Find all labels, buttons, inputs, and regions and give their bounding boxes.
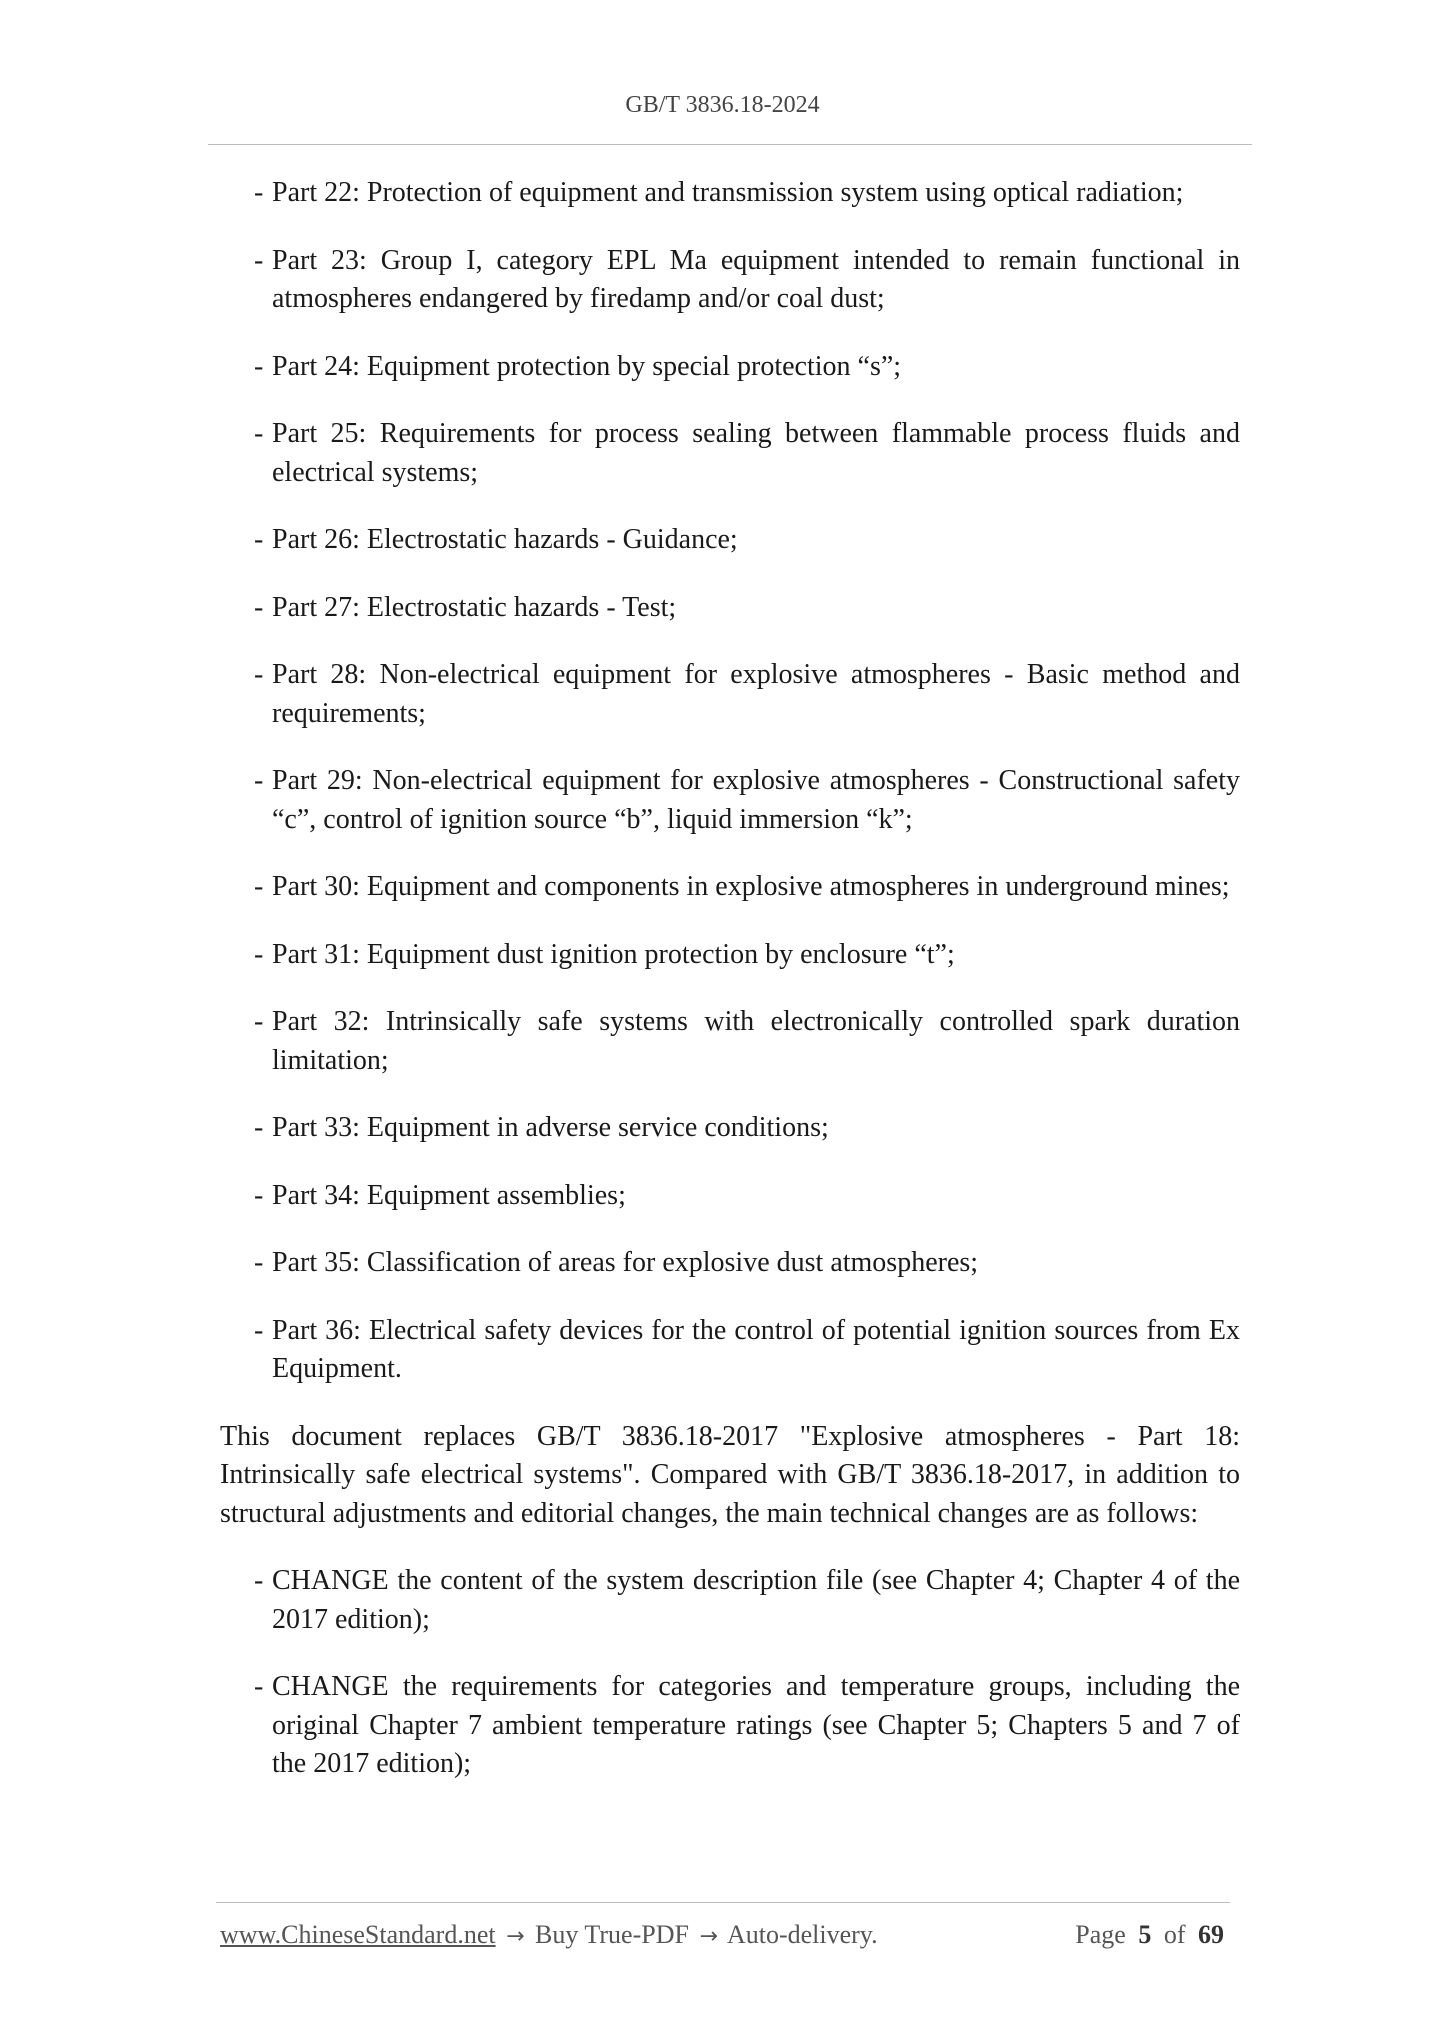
list-item-text: Part 25: Requirements for process sealing between flammable process fluids and electrical systems; [272,418,1240,488]
list-item: - Part 30: Equipment and components in explosive atmospheres in underground mines; [254,868,1240,907]
list-item: - Part 28: Non-electrical equipment for explosive atmospheres - Basic method and requirements; [254,656,1240,733]
list-item-text: Part 22: Protection of equipment and transmission system using optical radiation; [272,177,1184,208]
change-item: - CHANGE the content of the system description file (see Chapter 4; Chapter 4 of the 2017 edition); [254,1562,1240,1639]
change-item-text: CHANGE the requirements for categories and temperature groups, including the original Chapter 7 ambient temperature ratings (see Chapter 5; Chapters 5 and 7 of the 2017 edition); [272,1671,1240,1779]
list-item-text: Part 28: Non-electrical equipment for explosive atmospheres - Basic method and requirements; [272,659,1240,729]
header-divider [208,144,1252,145]
change-item-text: CHANGE the content of the system description file (see Chapter 4; Chapter 4 of the 2017 edition); [272,1565,1240,1635]
change-item: - CHANGE the requirements for categories and temperature groups, including the original Chapter 7 ambient temperature ratings (see Chapter 5; Chapters 5 and 7 of the 2017 edition); [254,1668,1240,1784]
list-item-text: Part 24: Equipment protection by special protection “s”; [272,350,902,382]
list-item: - Part 33: Equipment in adverse service conditions; [254,1109,1240,1148]
arrow-right-icon: → [506,1924,525,1949]
total-pages: 69 [1198,1920,1224,1949]
list-item-text: Part 33: Equipment in adverse service conditions; [272,1112,829,1143]
list-item-text: Part 31: Equipment dust ignition protection by enclosure “t”; [272,938,955,970]
page-indicator [1075,1920,1230,1950]
list-item-text: Part 23: Group I, category EPL Ma equipment intended to remain functional in atmospheres endangered by firedamp and/or coal dust; [272,244,1240,314]
delivery-text: Auto-delivery. [726,1920,878,1949]
footer-promo [220,1920,878,1950]
list-item: - Part 29: Non-electrical equipment for explosive atmospheres - Constructional safety “c”, control of ignition source “b”, liquid immersion “k”; [254,762,1240,839]
arrow-right-icon: → [699,1924,718,1949]
of-label: of [1163,1920,1186,1949]
list-item: - Part 24: Equipment protection by special protection “s”; [254,348,1240,387]
site-link[interactable]: www.ChineseStandard.net [220,1920,496,1949]
list-item: - Part 36: Electrical safety devices for the control of potential ignition sources from Ex Equipment. [254,1312,1240,1389]
current-page: 5 [1138,1920,1152,1949]
list-item-text: Part 36: Electrical safety devices for the control of potential ignition sources from Ex Equipment. [272,1314,1240,1384]
list-item: - Part 22: Protection of equipment and transmission system using optical radiation; [254,174,1240,213]
page-body [220,174,1240,1813]
list-item: - Part 27: Electrostatic hazards - Test; [254,589,1240,628]
list-item: - Part 25: Requirements for process sealing between flammable process fluids and electrical systems; [254,415,1240,492]
document-header: GB/T 3836.18-2024 [625,92,820,118]
list-item-text: Part 30: Equipment and components in explosive atmospheres in underground mines; [272,871,1230,902]
list-item: - Part 31: Equipment dust ignition protection by enclosure “t”; [254,936,1240,975]
buy-pdf-text: Buy True-PDF [535,1920,689,1949]
list-item: - Part 32: Intrinsically safe systems with electronically controlled spark duration limitation; [254,1003,1240,1080]
list-item-text: Part 34: Equipment assemblies; [272,1179,626,1211]
page-label: Page [1075,1920,1126,1949]
list-item-text: Part 27: Electrostatic hazards - Test; [272,591,677,623]
list-item-text: Part 32: Intrinsically safe systems with electronically controlled spark duration limitation; [272,1006,1240,1076]
list-item-text: Part 35: Classification of areas for explosive dust atmospheres; [272,1247,979,1278]
list-item: - Part 35: Classification of areas for explosive dust atmospheres; [254,1244,1240,1283]
replacement-paragraph: This document replaces GB/T 3836.18-2017 "Explosive atmospheres - Part 18: Intrinsically safe electrical systems". Compared with GB/T 3836.18-2017, in addition to structural adjustments and editorial changes, the main technical changes are as follows: [220,1420,1240,1529]
list-item: - Part 23: Group I, category EPL Ma equipment intended to remain functional in atmospheres endangered by firedamp and/or coal dust; [254,242,1240,319]
list-item: - Part 26: Electrostatic hazards - Guidance; [254,521,1240,560]
list-item-text: Part 26: Electrostatic hazards - Guidance; [272,524,738,555]
footer-divider [216,1902,1230,1903]
list-item-text: Part 29: Non-electrical equipment for explosive atmospheres - Constructional safety “c”, control of ignition source “b”, liquid immersion “k”; [272,765,1240,835]
list-item: - Part 34: Equipment assemblies; [254,1177,1240,1216]
